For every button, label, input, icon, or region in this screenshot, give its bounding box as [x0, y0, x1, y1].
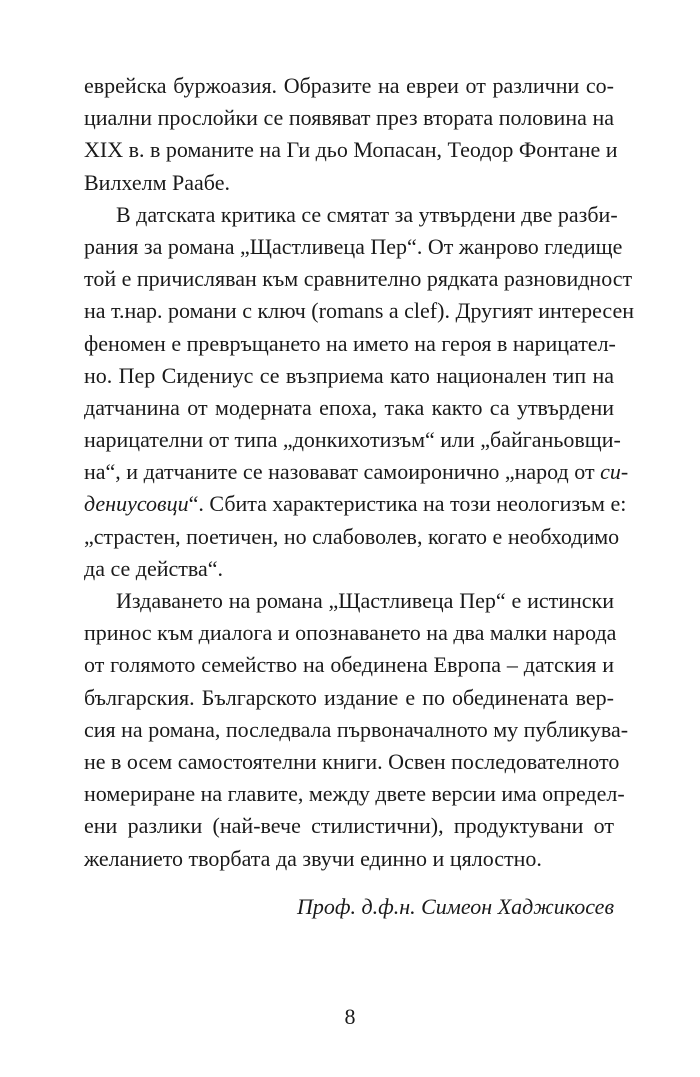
text-line: еврейска буржоазия. Образите на евреи от различни со- — [84, 73, 614, 98]
text-line: той е причисляван към сравнително рядката разновидност — [84, 266, 633, 292]
text-fragment: на“, и датчаните се назовават самоиронично „народ от — [84, 459, 601, 485]
text-line: „страстен, поетичен, но слабоволев, когато е необходимо — [84, 523, 620, 549]
page-number: 8 — [344, 1004, 356, 1029]
italic-text: си- — [600, 459, 629, 485]
text-line: датчанина от модерната епоха, така както са утвърдени — [84, 394, 614, 420]
text-line: но. Пер Сидениус се възприема като национален тип на — [84, 362, 614, 388]
text-fragment: “. Сбита характеристика на този неологизъм е: — [188, 491, 627, 517]
main-text — [84, 70, 634, 875]
text-line: Издаването на романа „Щастливеца Пер“ е истински — [116, 588, 614, 613]
text-line: Вилхелм Раабе. — [84, 169, 230, 195]
text-line: от голямото семейство на обединена Европа – датския и — [84, 652, 614, 678]
text-line: българския. Българското издание е по обединената вер- — [84, 684, 614, 710]
text-line: желанието творбата да звучи единно и цялостно. — [84, 845, 542, 871]
page-body — [84, 70, 634, 923]
text-line: ени разлики (най-вече стилистични), продуктувани от — [84, 813, 614, 839]
text-line: нарицателни от типа „донкихотизъм“ или „байганьовщи- — [84, 427, 621, 453]
text-line: циални прослойки се появяват през втората половина на — [84, 105, 614, 131]
author-signature: Проф. д.ф.н. Симеон Хаджикосев — [296, 893, 614, 919]
text-line: XIX в. в романите на Ги дьо Мопасан, Теодор Фонтане и — [84, 137, 618, 163]
italic-text: дениусовци — [84, 491, 189, 517]
text-line: не в осем самостоятелни книги. Освен последователното — [84, 748, 620, 774]
paragraph — [84, 70, 618, 199]
text-line: рания за романа „Щастливеца Пер“. От жанрово гледище — [84, 233, 623, 259]
text-line: да се действа“. — [84, 555, 223, 581]
text-line — [84, 456, 629, 488]
paragraph — [84, 199, 634, 585]
text-line: сия на романа, последвала първоначалното му публикува- — [84, 716, 629, 742]
text-line: феномен е превръщането на името на героя в нарицател- — [84, 330, 616, 356]
text-line — [84, 488, 627, 520]
paragraph — [84, 585, 629, 875]
text-line: принос към диалога и опознаването на два малки народа — [84, 620, 617, 646]
text-line: номериране на главите, между двете версии има определ- — [84, 781, 625, 807]
text-line: на т.нар. романи с ключ (romans a clef). Другият интересен — [84, 298, 634, 324]
text-line: В датската критика се смятат за утвърдени две разби- — [116, 201, 618, 227]
